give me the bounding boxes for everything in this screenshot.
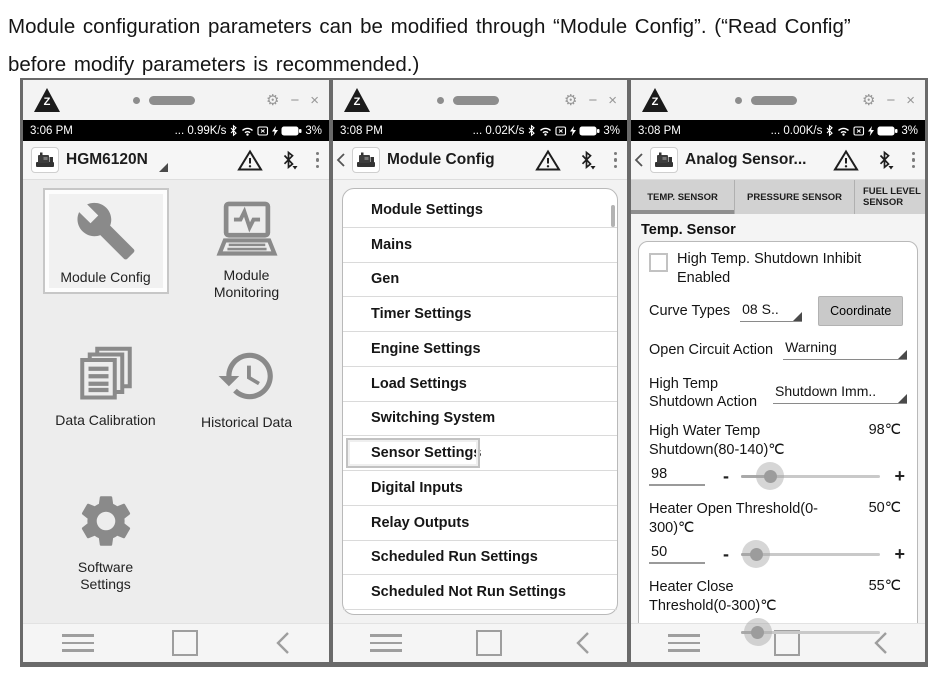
app-bar (333, 141, 627, 180)
battery-percent: 3% (305, 124, 322, 137)
bluetooth-status-icon (825, 125, 834, 136)
temp-sensor-card (638, 241, 918, 657)
notch-indicator (735, 96, 797, 105)
overflow-menu-icon[interactable] (614, 152, 620, 169)
param-stepper (649, 540, 907, 568)
field-label: High Temp Shutdown Action (649, 376, 758, 410)
clock: 3:08 PM (638, 124, 681, 137)
page-title: Module Config (387, 151, 495, 168)
settings-gear-icon[interactable]: ⚙ (266, 91, 280, 109)
overflow-menu-icon[interactable] (316, 152, 322, 169)
device-icon (352, 147, 380, 173)
laptop-monitor-icon (215, 200, 279, 260)
dropdown-arrow-icon (159, 163, 168, 172)
menu-item-historical-data[interactable] (176, 333, 317, 478)
menu-nav-icon[interactable] (62, 634, 94, 652)
inhibit-row (649, 250, 907, 288)
curve-types-dropdown[interactable]: 08 S.. (740, 301, 802, 322)
temp-sensor-panel (631, 214, 925, 623)
close-icon[interactable]: × (310, 91, 319, 109)
device-icon (31, 147, 59, 173)
charging-icon (272, 126, 278, 136)
emulator-window-bar (333, 80, 627, 120)
slider[interactable] (741, 462, 880, 490)
net-speed: ... 0.00K/s (770, 124, 823, 137)
back-chevron-icon[interactable] (634, 152, 643, 168)
phone-screen-module-config (333, 80, 627, 662)
menu-label: Software Settings (77, 559, 134, 592)
open-circuit-row (649, 339, 907, 360)
minimize-icon[interactable]: − (290, 91, 300, 109)
checkbox[interactable] (649, 253, 668, 272)
wifi-icon (241, 126, 254, 136)
sim-alert-icon (257, 126, 269, 136)
decrement-button[interactable]: - (723, 543, 729, 564)
high-temp-action-row (649, 375, 907, 411)
param-row (649, 500, 907, 538)
battery-percent: 3% (603, 124, 620, 137)
sim-alert-icon (555, 126, 567, 136)
alarm-warning-icon[interactable] (833, 149, 859, 172)
wifi-icon (837, 126, 850, 136)
history-clock-icon (216, 345, 278, 407)
back-chevron-icon[interactable] (336, 152, 345, 168)
param-value: 55℃ (868, 578, 901, 594)
close-icon[interactable]: × (608, 91, 617, 109)
back-nav-icon[interactable] (276, 631, 290, 655)
recents-nav-icon[interactable] (476, 630, 502, 656)
curve-types-row (649, 296, 907, 326)
list-item-sensor-settings[interactable]: Sensor Settings (343, 436, 617, 471)
battery-percent: 3% (901, 124, 918, 137)
list-item[interactable]: Gen (343, 263, 617, 298)
phone-screen-analog-sensor (631, 80, 925, 662)
bluetooth-icon[interactable] (877, 151, 894, 170)
gear-icon (75, 490, 137, 552)
slider-thumb[interactable] (744, 618, 772, 646)
param-row (649, 422, 907, 460)
slider-thumb[interactable] (756, 462, 784, 490)
bluetooth-icon[interactable] (579, 151, 596, 170)
list-item[interactable]: Load Settings (343, 367, 617, 402)
value-input[interactable]: 98 (649, 466, 705, 486)
slider[interactable] (741, 618, 880, 646)
slider[interactable] (741, 540, 880, 568)
documents-icon (76, 345, 136, 405)
param-row (649, 578, 907, 616)
menu-nav-icon[interactable] (668, 634, 700, 652)
overflow-menu-icon[interactable] (912, 152, 918, 169)
brand-logo-icon: Z (33, 87, 61, 113)
menu-label: Historical Data (200, 414, 293, 430)
page-title: Analog Sensor... (685, 151, 807, 168)
selection-outline (43, 188, 169, 294)
field-label: Open Circuit Action (649, 341, 774, 358)
field-label: Curve Types (649, 303, 731, 319)
list-item[interactable]: Mains (343, 228, 617, 263)
list-item[interactable]: Switching System (343, 402, 617, 437)
clock: 3:08 PM (340, 124, 383, 137)
menu-item-software-settings[interactable] (35, 478, 176, 623)
menu-nav-icon[interactable] (370, 634, 402, 652)
caption-line2: before modify parameters is recommended.) (8, 53, 420, 76)
list-item[interactable]: Digital Inputs (343, 471, 617, 506)
scrollbar-thumb[interactable] (611, 205, 615, 227)
section-title: Temp. Sensor (641, 222, 736, 238)
checkbox-label: High Temp. Shutdown Inhibit Enabled (677, 251, 862, 286)
menu-label: Data Calibration (55, 412, 156, 428)
menu-item-module-config[interactable] (35, 188, 176, 333)
dropdown-arrow-icon (898, 350, 907, 359)
android-nav-bar (333, 623, 627, 662)
dropdown-arrow-icon (793, 312, 802, 321)
param-value: 98℃ (868, 422, 901, 438)
app-bar (631, 141, 925, 180)
sim-alert-icon (853, 126, 865, 136)
tab-pressure-sensor[interactable]: PRESSURE SENSOR (735, 180, 855, 214)
status-bar (333, 120, 627, 141)
alarm-warning-icon[interactable] (535, 149, 561, 172)
screenshots-strip (20, 78, 928, 667)
menu-label: Module Monitoring (213, 267, 280, 300)
android-nav-bar (23, 623, 329, 662)
shutdown-action-dropdown[interactable]: Shutdown Imm.. (773, 383, 907, 404)
status-bar (23, 120, 329, 141)
caption-text (8, 8, 946, 84)
tab-fuel-level-sensor[interactable]: FUEL LEVEL SENSOR (863, 186, 921, 208)
net-speed: ... 0.99K/s (174, 124, 227, 137)
notch-indicator (437, 96, 499, 105)
home-menu-grid (23, 180, 329, 623)
settings-list-area (333, 180, 627, 623)
close-icon[interactable]: × (906, 91, 915, 109)
settings-list-card (342, 188, 618, 615)
emulator-window-bar (23, 80, 329, 120)
page-title[interactable]: HGM6120N (66, 151, 148, 168)
param-stepper (649, 462, 907, 490)
battery-icon (877, 126, 898, 136)
brand-logo-icon: Z (343, 87, 371, 113)
status-bar (631, 120, 925, 141)
value-input[interactable]: 50 (649, 544, 705, 564)
alarm-warning-icon[interactable] (237, 149, 263, 172)
list-item[interactable]: Engine Settings (343, 332, 617, 367)
net-speed: ... 0.02K/s (472, 124, 525, 137)
list-item[interactable]: Timer Settings (343, 297, 617, 332)
menu-label: Module Config (60, 269, 151, 285)
settings-gear-icon[interactable]: ⚙ (564, 91, 578, 109)
phone-screen-home (23, 80, 329, 662)
bluetooth-status-icon (527, 125, 536, 136)
param-label: Heater Open Threshold(0-300)℃ (649, 501, 818, 536)
increment-button[interactable]: + (894, 465, 905, 486)
sensor-tabs (631, 180, 925, 214)
list-item[interactable]: Module Settings (343, 193, 617, 228)
param-value: 50℃ (868, 500, 901, 516)
notch-indicator (133, 96, 195, 105)
app-bar (23, 141, 329, 180)
emulator-window-bar (631, 80, 925, 120)
device-icon (650, 147, 678, 173)
wifi-icon (539, 126, 552, 136)
recents-nav-icon[interactable] (172, 630, 198, 656)
bluetooth-icon[interactable] (281, 151, 298, 170)
clock: 3:06 PM (30, 124, 73, 137)
coordinate-button[interactable]: Coordinate (818, 296, 903, 326)
charging-icon (570, 126, 576, 136)
brand-logo-icon: Z (641, 87, 669, 113)
decrement-button[interactable]: - (723, 465, 729, 486)
settings-gear-icon[interactable]: ⚙ (862, 91, 876, 109)
param-label: Heater Close Threshold(0-300)℃ (649, 579, 777, 614)
increment-button[interactable]: + (894, 543, 905, 564)
list-item[interactable]: Scheduled Not Run Settings (343, 575, 617, 610)
charging-icon (868, 126, 874, 136)
tab-temp-sensor[interactable]: TEMP. SENSOR (631, 180, 735, 214)
list-item[interactable]: Scheduled Run Settings (343, 541, 617, 576)
minimize-icon[interactable]: − (886, 91, 896, 109)
bluetooth-status-icon (229, 125, 238, 136)
param-label: High Water Temp Shutdown(80-140)℃ (649, 423, 785, 458)
caption-line1: Module configuration parameters can be modified through “Module Config”. (“Read Config” (8, 15, 851, 38)
back-nav-icon[interactable] (576, 631, 590, 655)
menu-item-module-monitoring[interactable] (176, 188, 317, 333)
dropdown-arrow-icon (898, 394, 907, 403)
slider-thumb[interactable] (742, 540, 770, 568)
open-circuit-dropdown[interactable]: Warning (783, 339, 907, 360)
selection-outline (346, 438, 480, 468)
battery-icon (281, 126, 302, 136)
battery-icon (579, 126, 600, 136)
wrench-icon (75, 200, 137, 262)
list-item[interactable]: Relay Outputs (343, 506, 617, 541)
minimize-icon[interactable]: − (588, 91, 598, 109)
menu-item-data-calibration[interactable] (35, 333, 176, 478)
active-tab-indicator (631, 210, 734, 214)
